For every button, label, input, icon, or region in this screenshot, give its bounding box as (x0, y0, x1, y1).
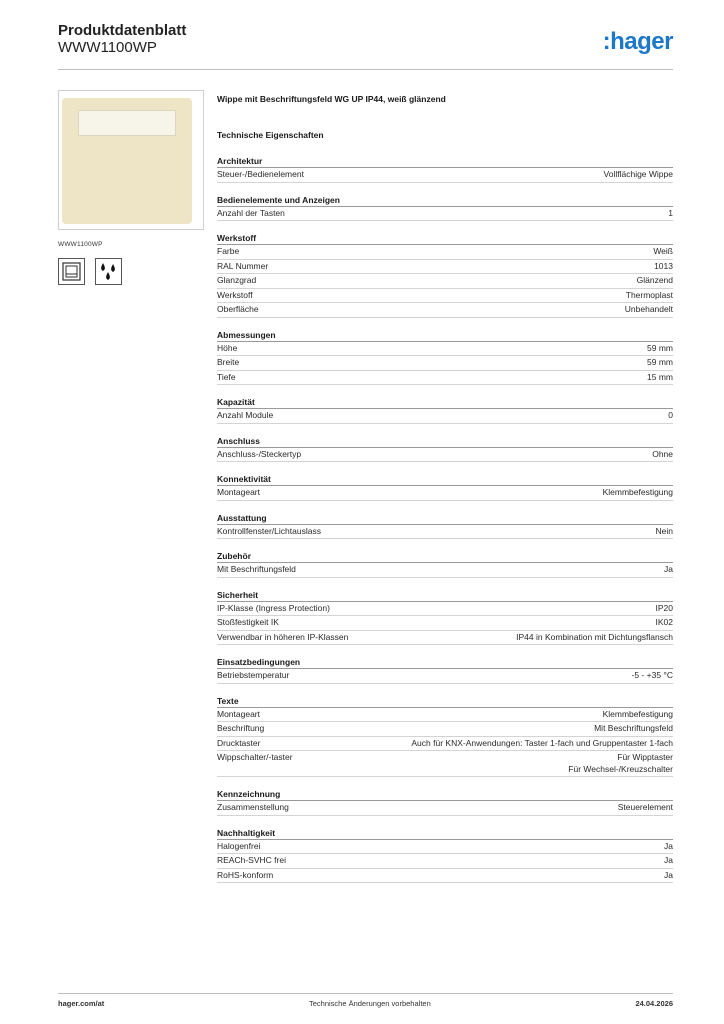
flush-mount-icon (58, 258, 85, 285)
spec-label: Anzahl der Tasten (217, 207, 285, 218)
spec-group-title: Sicherheit (217, 590, 673, 602)
spec-group-title: Werkstoff (217, 233, 673, 245)
spec-row (217, 801, 673, 816)
spec-value: Ja (664, 840, 673, 851)
spec-label: Stoßfestigkeit IK (217, 617, 279, 627)
spec-label: Montageart (217, 487, 260, 497)
spec-value: 59 mm (647, 342, 673, 353)
spec-label: Tiefe (217, 371, 236, 382)
spec-label: IP-Klasse (Ingress Protection) (217, 602, 330, 613)
spec-group-title: Kapazität (217, 397, 673, 409)
specification-area (217, 94, 673, 883)
spec-row (217, 602, 673, 617)
spec-row (217, 722, 673, 737)
spec-label: Beschriftung (217, 723, 265, 733)
spec-label: RoHS-konform (217, 869, 274, 880)
spec-label: Werkstoff (217, 289, 253, 300)
page-footer (58, 993, 673, 1008)
page-header (58, 22, 673, 70)
product-image-frame (58, 90, 204, 230)
spec-row (217, 356, 673, 371)
spec-group (217, 828, 673, 884)
spec-group (217, 436, 673, 463)
spec-row (217, 342, 673, 357)
spec-value: Ohne (652, 448, 673, 459)
spec-group (217, 696, 673, 778)
spec-label: Montageart (217, 708, 260, 719)
spec-group-title: Konnektivität (217, 474, 673, 486)
spec-group-title: Nachhaltigkeit (217, 828, 673, 840)
spec-group (217, 789, 673, 816)
spec-group-title: Anschluss (217, 436, 673, 448)
spec-label: Zusammenstellung (217, 802, 289, 813)
spec-row (217, 708, 673, 723)
spec-label: Betriebstemperatur (217, 670, 290, 680)
spec-value: IP44 in Kombination mit Dichtungsflansch (516, 631, 673, 642)
spec-label: Höhe (217, 342, 238, 353)
spec-value: Ja (664, 564, 673, 574)
spec-label: Drucktaster (217, 737, 261, 748)
spec-value: Vollflächige Wippe (603, 169, 673, 179)
document-subtitle: WWW1100WP (58, 39, 157, 56)
spec-value: Thermoplast (625, 289, 673, 300)
spec-group-title: Abmessungen (217, 330, 673, 342)
spec-group (217, 590, 673, 646)
spec-value: -5 - +35 °C (631, 670, 673, 680)
spec-group-title: Bedienelemente und Anzeigen (217, 195, 673, 207)
spec-group (217, 474, 673, 501)
spec-row (217, 409, 673, 424)
spec-row (217, 869, 673, 884)
document-title: Produktdatenblatt (58, 22, 187, 39)
spec-group-title: Kennzeichnung (217, 789, 673, 801)
product-image-column (58, 90, 204, 285)
spec-row (217, 260, 673, 275)
spec-row (217, 525, 673, 540)
product-code-caption: WWW1100WP (58, 241, 103, 248)
spec-row (217, 751, 673, 777)
product-image (62, 98, 192, 224)
spec-value: Unbehandelt (624, 304, 673, 314)
label-field (78, 110, 176, 136)
spec-value: 15 mm (647, 371, 673, 382)
spec-label: Anschluss-/Steckertyp (217, 448, 302, 459)
spec-value: 0 (668, 410, 673, 420)
spec-value: Steuerelement (617, 802, 673, 813)
spec-row (217, 289, 673, 304)
spec-value: Mit Beschriftungsfeld (594, 723, 673, 733)
spec-label: Wippschalter/-taster (217, 752, 293, 762)
spec-label: Kontrollfenster/Lichtauslass (217, 525, 321, 536)
water-drops-icon (95, 258, 122, 285)
spec-value: Klemmbefestigung (602, 487, 673, 497)
spec-row (217, 303, 673, 318)
spec-label: RAL Nummer (217, 260, 269, 271)
section-title: Technische Eigenschaften (217, 130, 324, 140)
spec-row (217, 245, 673, 260)
spec-group-title: Architektur (217, 156, 673, 168)
spec-group (217, 156, 673, 183)
spec-group (217, 513, 673, 540)
spec-label: Glanzgrad (217, 275, 257, 285)
spec-groups (217, 156, 673, 883)
spec-group-title: Zubehör (217, 551, 673, 563)
spec-group (217, 657, 673, 684)
spec-group-title: Ausstattung (217, 513, 673, 525)
spec-row (217, 631, 673, 646)
spec-label: Mit Beschriftungsfeld (217, 564, 296, 574)
hager-logo: :hager (602, 28, 673, 55)
spec-label: Oberfläche (217, 304, 259, 314)
pictogram-row (58, 258, 204, 285)
spec-group (217, 330, 673, 386)
spec-label: Verwendbar in höheren IP-Klassen (217, 631, 349, 642)
spec-value: Weiß (653, 246, 673, 256)
spec-row (217, 168, 673, 183)
spec-group (217, 551, 673, 578)
spec-label: REACh-SVHC frei (217, 855, 286, 866)
spec-row (217, 840, 673, 855)
spec-value: IP20 (655, 602, 673, 613)
spec-label: Halogenfrei (217, 840, 261, 851)
spec-group (217, 195, 673, 222)
spec-group-title: Texte (217, 696, 673, 708)
spec-row (217, 274, 673, 289)
spec-group (217, 233, 673, 318)
spec-value: Ja (664, 869, 673, 880)
spec-label: Farbe (217, 246, 240, 256)
spec-row (217, 486, 673, 501)
spec-row (217, 371, 673, 386)
footer-note: Technische Änderungen vorbehalten (308, 999, 431, 1008)
spec-row (217, 207, 673, 222)
spec-value: 1013 (654, 260, 673, 271)
spec-group (217, 397, 673, 424)
spec-value: 1 (668, 207, 673, 218)
spec-value: Ja (664, 855, 673, 866)
spec-row (217, 854, 673, 869)
product-name: Wippe mit Beschriftungsfeld WG UP IP44, weiß glänzend (217, 94, 446, 104)
spec-value: Klemmbefestigung (602, 708, 673, 719)
spec-value: Glänzend (636, 275, 673, 285)
spec-row (217, 563, 673, 578)
spec-row (217, 616, 673, 631)
spec-value: Nein (655, 525, 673, 536)
spec-group-title: Einsatzbedingungen (217, 657, 673, 669)
footer-date: 24.04.2026 (635, 999, 673, 1008)
spec-value: IK02 (655, 617, 673, 627)
spec-row (217, 669, 673, 684)
spec-value: 59 mm (647, 357, 673, 367)
spec-value: Für Wipptaster Für Wechsel-/Kreuzschalter (568, 752, 673, 774)
spec-row (217, 448, 673, 463)
spec-row (217, 737, 673, 752)
footer-website: hager.com/at (58, 999, 105, 1008)
spec-label: Breite (217, 357, 240, 367)
spec-value: Auch für KNX-Anwendungen: Taster 1-fach und Gruppentaster 1-fach (411, 737, 673, 748)
spec-label: Steuer-/Bedienelement (217, 169, 304, 179)
spec-label: Anzahl Module (217, 410, 274, 420)
